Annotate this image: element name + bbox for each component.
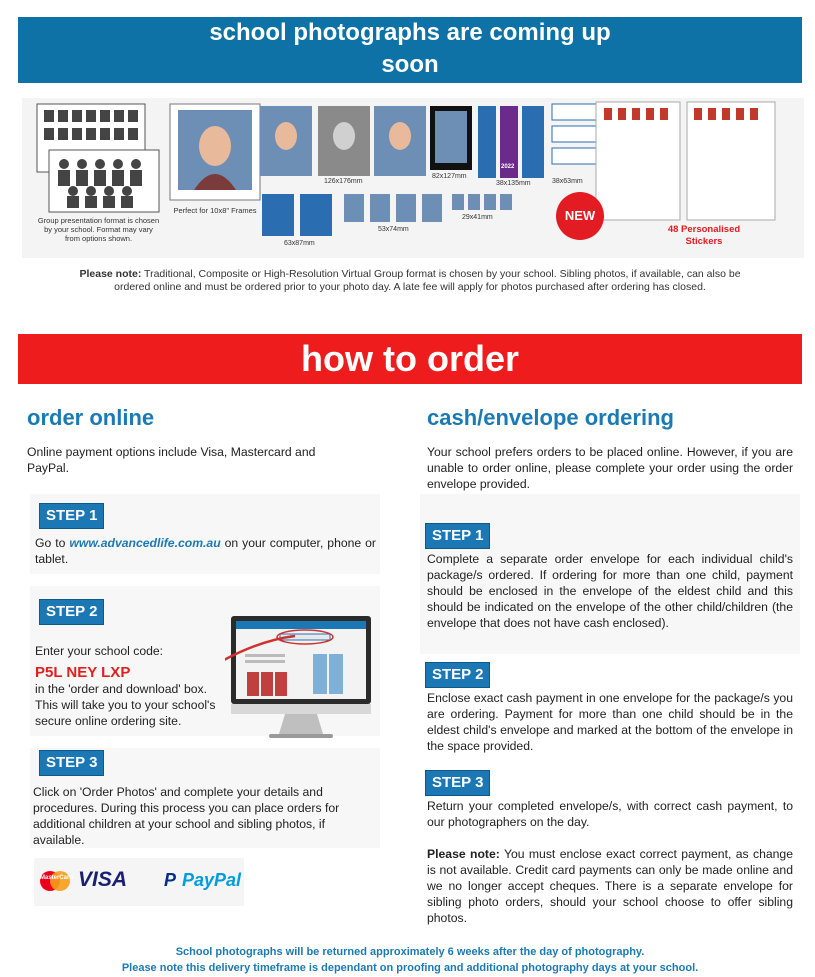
online-intro: Online payment options include Visa, Mastercard and PayPal.	[27, 445, 316, 475]
size-label: 38x135mm	[496, 180, 531, 187]
order-online-heading: order online	[27, 405, 155, 430]
mastercard-label: MasterCard	[40, 875, 74, 881]
cash-intro: Your school prefers orders to be placed online. However, if you are unable to order online, please complete your order using the order envelope provided.	[427, 445, 793, 491]
size-label: 63x87mm	[284, 240, 315, 247]
note-text: Traditional, Composite or High-Resolution Virtual Group format is chosen by your school. Sibling photos, if available, can also be ordered online and must be ordered prior to your photo day. A late fee will apply for photos purchased after ordering has closed.	[114, 268, 741, 293]
cash-note-text: You must enclose exact correct payment, as change is not available. Credit card payments can only be made online and we no longer accept cheques. There is a separate envelope for sibling photo orders, should your school choose to offer sibling photos.	[427, 847, 793, 925]
school-code: P5L NEY LXP	[35, 664, 131, 681]
header-banner	[18, 17, 802, 83]
size-label: 126x176mm	[324, 178, 363, 185]
size-label: 38x63mm	[552, 178, 583, 185]
cash-step3-badge: STEP 3	[425, 770, 490, 796]
footer-note	[30, 944, 790, 976]
frame-caption: Perfect for 10x8" Frames	[173, 206, 257, 215]
payment-logos	[34, 858, 244, 906]
footer-line2: Please note this delivery timeframe is dependant on proofing and additional photography days at your school.	[121, 962, 699, 974]
group-caption: Group presentation format is chosen by your school. Format may vary from options shown.	[37, 216, 160, 243]
mastercard-icon	[38, 870, 72, 892]
online-step2-text: in the 'order and download' box. This will take you to your school's secure online ordering site.	[35, 682, 216, 728]
stickers-caption-line2: Stickers	[685, 236, 723, 247]
step1-pre: Go to	[35, 536, 70, 550]
cash-step3-text: Return your completed envelope/s, with correct cash payment, to our photographers on the day.	[427, 799, 793, 829]
how-to-order-banner: how to order	[18, 334, 802, 384]
online-step2-badge: STEP 2	[39, 599, 104, 625]
cash-step2-badge: STEP 2	[425, 662, 490, 688]
visa-logo: VISA	[78, 868, 128, 891]
cash-note	[427, 846, 793, 926]
banner-title-line1: school photographs are coming up	[209, 19, 611, 46]
cash-step1-text: Complete a separate order envelope for each individual child's package/s ordered. If ordering for more than one child, payment should be enclosed in the envelope of the eldest child and this should be indicated on the envelope of the other child/children (the envelope that does not have cash enclosed).	[427, 552, 793, 630]
cash-step1-badge: STEP 1	[425, 523, 490, 549]
format-note	[70, 268, 750, 294]
cash-note-label: Please note:	[427, 847, 500, 861]
bookmark-year: 2022	[501, 164, 515, 170]
step1-post: on your computer, phone or tablet.	[35, 536, 376, 566]
cash-ordering-heading: cash/envelope ordering	[427, 405, 674, 430]
stickers-caption-line1: 48 Personalised	[667, 224, 741, 235]
paypal-logo: PayPal	[182, 870, 242, 890]
footer-line1: School photographs will be returned approximately 6 weeks after the day of photography.	[175, 946, 645, 958]
computer-monitor-icon	[225, 612, 375, 744]
product-showcase	[22, 98, 804, 258]
cash-step2-text: Enclose exact cash payment in one envelope for the package/s you are ordering. Payment for more than one child should be in the eldest child's envelope and marked at the bottom of the envelope in the space provided.	[427, 691, 793, 753]
stickers-caption	[634, 224, 774, 248]
banner-title-line2: soon	[381, 51, 439, 78]
new-badge: NEW	[564, 208, 596, 223]
online-step3-text: Click on 'Order Photos' and complete your details and procedures. During this process you can place orders for additional children at your school and sibling photos, if available.	[33, 785, 340, 847]
website-link[interactable]: www.advancedlife.com.au	[69, 536, 221, 550]
online-step1-text	[35, 535, 376, 567]
online-step2-line1: Enter your school code:	[35, 644, 164, 658]
online-step1-badge: STEP 1	[39, 503, 104, 529]
online-step3-badge: STEP 3	[39, 750, 104, 776]
note-label: Please note:	[79, 268, 142, 280]
size-label: 82x127mm	[432, 173, 467, 180]
size-label: 53x74mm	[378, 226, 409, 233]
paypal-p-icon: P	[164, 870, 177, 890]
size-label: 29x41mm	[462, 214, 493, 221]
